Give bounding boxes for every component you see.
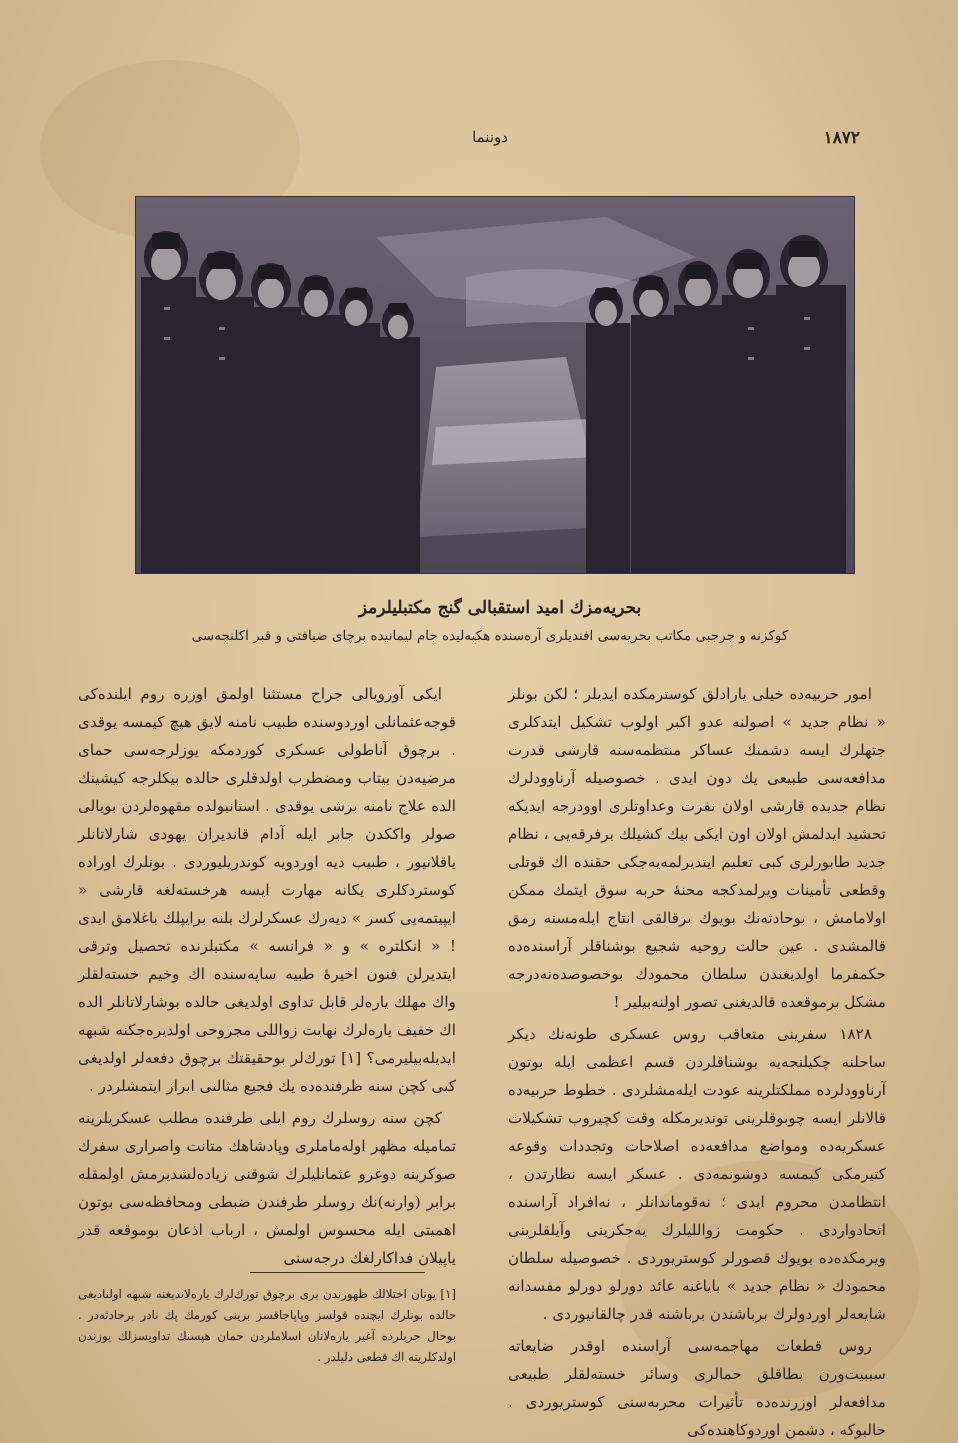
page-number: ١٨٧٢ — [823, 128, 860, 148]
photo-illustration — [136, 197, 854, 573]
text-column-right — [508, 680, 886, 1443]
group-photo — [135, 196, 855, 574]
footnote: [١] یونان اختلالك ظهورندن بری برچوق تورك‌لرك یاره‌لاندیغنه شبهه اولنادیغی حالده بونلرك ایچنده قولسز وپاپاجاقسز برینی كورمك پك نادر برحادثه‌در . بوحال حربلرده آغیر یاره‌لانان اسلاملردن حمان هپسنك تداویسزلك یوزندن اولدكلرینه اك قطعی دلیلدر . — [78, 1287, 456, 1364]
paragraph: روس قطعات مهاجمه‌سی آراسنده اوقدر ضایعاته سببیت‌ورن بطاقلق حمالری وسائر خسته‌لقلر طبیعی مدافعه‌لر اوزرنده‌ده تأثیرات محربه‌سنی كوستریوردی . حالبوكه ، دشمن اوردوكاهنده‌كی — [508, 1337, 886, 1439]
paragraph: ١٨٢٨ سفرینی متعاقب روس عسكری طونه‌نك دیكر ساحلنه چكیلنجه‌یه بوشناقلردن قسم اعظمی ایله‌ بوتون آرناوودلرده مملكتلرینه عودت ایله‌مشلردی . خطوط حربیه‌ده قالانلر ایسه چوبوقلرینی توندیرمكله وقت كچیروب تشكیلات عسكریه‌ده ومواضع مدافعه‌ده اصلاحات وتجددات وقوعه كتیرمكی كیمسه دوشونمه‌دی . عسكر ایسه نظارتدن ، انتظامدن محروم ایدی ؛ نه‌قوماندانلر ، نه‌افراد آراسنده اتحادواردی . حكومت زواللیلرك یه‌جكرینی وآیلقلرینی ویرمكده‌ده بویوك قصورلر كوستریوردی . خصوصیله سلطان محمودك « نظام جدید » بایاغنه عائد دورلو دورلو مفسدانه شایعه‌لر اوردولرك برباشندن برباشنه قدر چالقانیوردی . — [508, 1025, 886, 1323]
footnote-divider — [250, 1272, 425, 1273]
running-title: دوننما — [472, 128, 508, 146]
text-column-left — [78, 680, 456, 1280]
photo-caption-subtitle: كوكزنه و جرجبی مكاتب بحریه‌سی افندیلری آره‌سنده هکبه‌لیده جام لیمانیده برچای ضیافتی و قبر اكلنجه‌سی — [191, 628, 789, 644]
paragraph: ایكی آورویالی جراح مستثنا اولمق اوزره روم ایلنده‌كی قوجه‌عثمانلی اوردوسنده طبیب نامنه لایق هیچ كیمسه یوقدی . برچوق آناطولی عسكری كوردمكه یوزلرجه‌سی حمای مرضیه‌دن بیتاب ومضطرب اولدقلری حالده بیكلرجه كیشینك الده علاج نامنه برشی یوقدی . استانبولده مقهوه‌لردن بویالی صولر واككدن جابر ایله آدام قاندیران یهودی شارلاتانلر یاقلانیور ، طبیب دیه اوردویه كوندریلیوردی . بونلرك اوراده كوستردكلری یكانه مهارت ایسه هرخسته‌لغه قارشی « ایپیتمه‌یی كسر » دیه‌رك عسكرلرك بلنه برایپلك باغلامق ایدی ! « انكلتره » و « فرانسه » مكتبلرنده تحصیل وترقی ایتدیرلن فنون اخیرهٔ طبیه ساپه‌سنده اك وخیم خسته‌لقلر واك مهلك یاره‌لر قابل تداوی اولدیغی حالده بوشارلاتانلر الده اك خفیف یاره‌لرك نهایت زواللی مجروحی اولدیره‌جكنه شبهه ایدیله‌بیلیرمی؟ [١] تورك‌لر بوحقیقتك برچوق دفعه‌لر اولدیغی كبی كچن سنه ظرفنده‌ده یك فجیع مثالنی ابراز ایتمشلردر . — [78, 685, 456, 1095]
paragraph: امور حربیه‌ده خیلی یارادلق كوسترمكده ایدیلر ؛ لكن بونلر « نظام جدید » اصولنه عدو اكبر اولوب تشكیل ایتدكلری جتهلرك ایسه دشمنك عساكر منتظمه‌سنه قارشی قدرت مدافعه‌سی طبیعی یك دون ایدی . خصوصیله آرناوودلرك نظام جدیده قارشی اولان نفرت وعداوتلری اوودرجه ایدیكه تحشید ایدلمش اولان اون ایكی بیك كشیلك برفرقه‌یی ، نظام جدید طابورلری كبی تعلیم ایتدیرلمه‌یه‌جكی حقنده اك قوتلی وقطعی تأمینات ویرلمدكجه محنهٔ حربه سوق ایتمك ممكن اولامامش ، بوحادثه‌نك بویوك برقالقی انتاج ایله‌مسنه رمق قالمشدی . عین حالت روحیه شجیع بوشناقلر آراسنده‌ده حكمفرما اولدیغندن سلطان محمودك بوخصوصده‌نه‌درجه مشكل برموقعده قالدیغنی تصور اولنه‌بیلیر ! — [508, 685, 886, 1011]
page-header — [120, 128, 860, 158]
paragraph: كچن سنه روسلرك روم ایلی طرفنده مطلب عسكریلرینه تمامیله مظهر اوله‌ماملری وپادشاهك متانت واصرارى سفرك صوكرینه دوغرو عثمانلیلرك شوقنی زیاده‌لشدیرمش اولمقله برابر (وارنه)نك روسلر طرفندن ضبطی ومحافظه‌سی بوتون اهمیتی ایله محسوس اولمش ، ارباب اذعان بوموقعه قدر یاپیلان فداكارلغك درجه‌سنی — [78, 1109, 456, 1267]
photo-caption-title: بحریه‌مزك امید استقبالی گنج مكتبلیلرمز — [358, 598, 642, 618]
